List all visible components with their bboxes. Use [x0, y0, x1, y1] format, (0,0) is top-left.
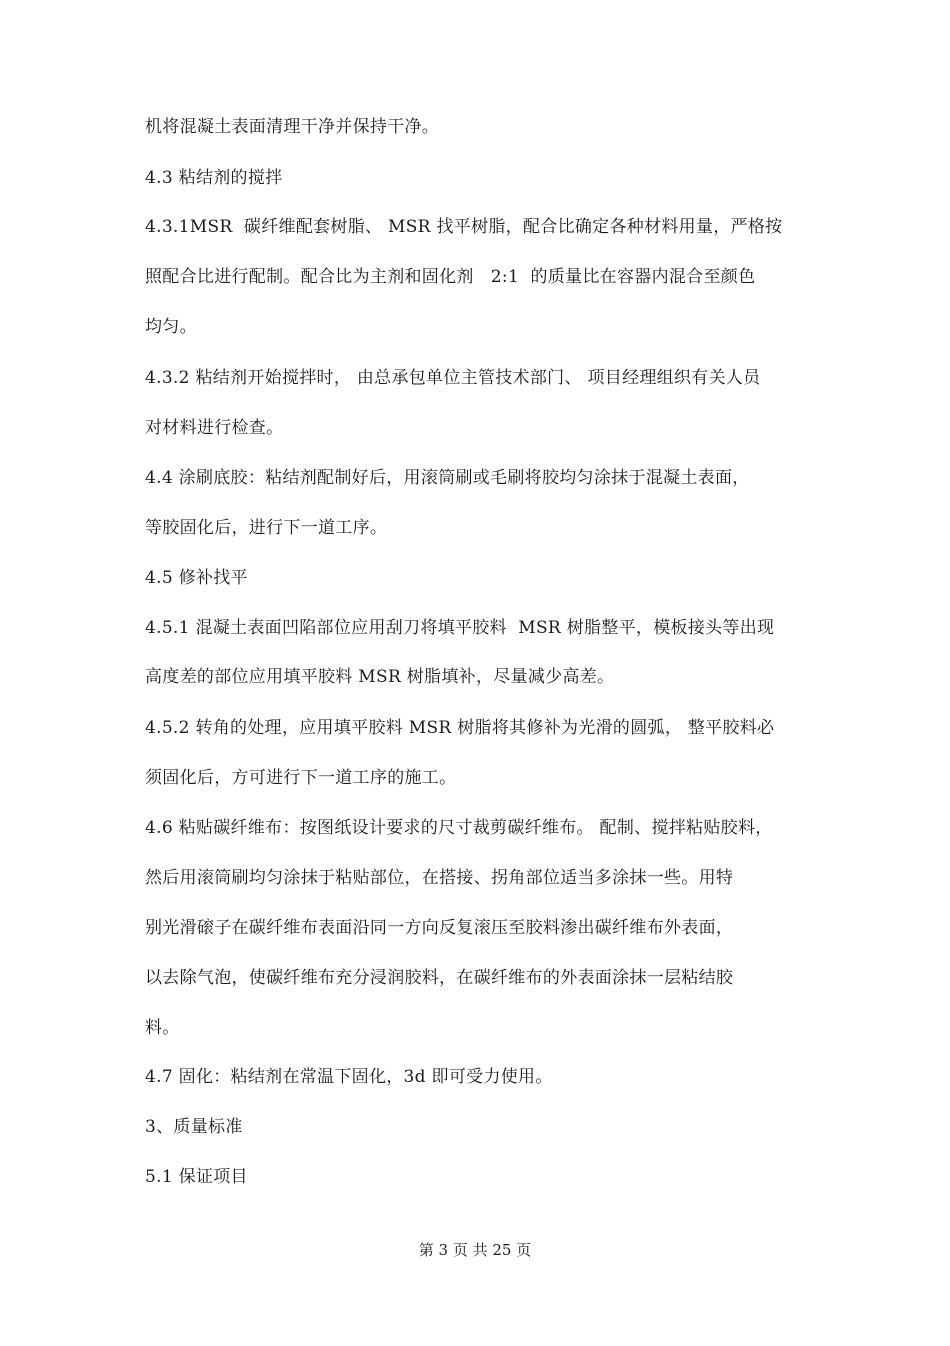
- text-line: 4.5.1 混凝土表面凹陷部位应用刮刀将填平胶料 MSR 树脂整平，模板接头等出现: [145, 618, 775, 638]
- text-line: 4.6 粘贴碳纤维布：按图纸设计要求的尺寸裁剪碳纤维布。 配制、搅拌粘贴胶料，: [145, 818, 773, 838]
- text-line: 4.5.2 转角的处理，应用填平胶料 MSR 树脂将其修补为光滑的圆弧， 整平胶料必: [145, 718, 775, 738]
- text-line: 4.4 涂刷底胶：粘结剂配制好后，用滚筒刷或毛刷将胶均匀涂抹于混凝土表面，: [145, 468, 750, 488]
- section-heading: 4.3 粘结剂的搅拌: [145, 168, 283, 188]
- text-line: 须固化后，方可进行下一道工序的施工。: [145, 768, 457, 788]
- text-line: 均匀。: [145, 317, 197, 337]
- text-line: 4.3.1MSR 碳纤维配套树脂、 MSR 找平树脂，配合比确定各种材料用量，严格按: [145, 217, 783, 237]
- text-line: 对材料进行检查。: [145, 418, 284, 438]
- text-line: 然后用滚筒刷均匀涂抹于粘贴部位，在搭接、拐角部位适当多涂抹一些。用特: [145, 868, 734, 888]
- section-heading: 4.5 修补找平: [145, 568, 248, 588]
- text-line: 等胶固化后，进行下一道工序。: [145, 518, 388, 538]
- section-heading: 5.1 保证项目: [145, 1167, 248, 1187]
- text-line: 高度差的部位应用填平胶料 MSR 树脂填补，尽量减少高差。: [145, 667, 615, 687]
- text-line: 料。: [145, 1018, 180, 1038]
- text-line: 以去除气泡，使碳纤维布充分浸润胶料，在碳纤维布的外表面涂抹一层粘结胶: [145, 968, 734, 988]
- text-line: 4.3.2 粘结剂开始搅拌时， 由总承包单位主管技术部门、 项目经理组织有关人员: [145, 368, 761, 388]
- text-line: 机将混凝土表面清理干净并保持干净。: [145, 117, 440, 137]
- section-heading: 3、质量标准: [145, 1117, 243, 1137]
- text-line: 照配合比进行配制。配合比为主剂和固化剂 2:1 的质量比在容器内混合至颜色: [145, 267, 756, 287]
- page-footer: 第 3 页 共 25 页: [418, 1241, 532, 1259]
- text-line: 别光滑磙子在碳纤维布表面沿同一方向反复滚压至胶料渗出碳纤维布外表面，: [145, 918, 734, 938]
- text-line: 4.7 固化：粘结剂在常温下固化，3d 即可受力使用。: [145, 1067, 553, 1087]
